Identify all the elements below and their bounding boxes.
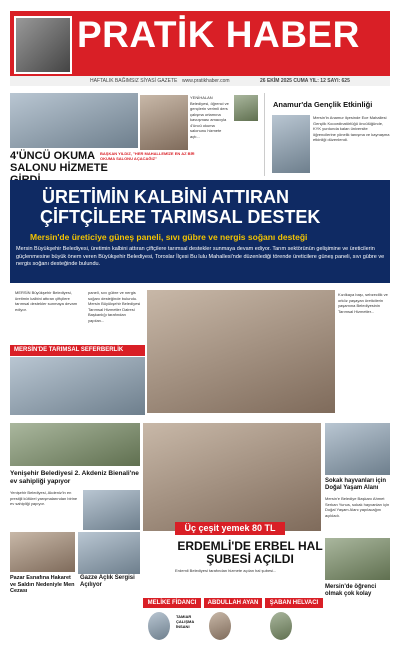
side-caption: MERSİN'DE TARIMSAL SEFERBERLİK [10,345,145,356]
main-headline-1: ÜRETİMİN KALBİNİ ATTIRAN [42,187,289,207]
anamur-text: Mersin'in Anamur ilçesinde Ece Mahallesi Gençlik Kooordinatörlüğü öncülüğünde, KYK yurdunda kalan üniversite öğrencilerine yönelik tanışma ve kaynaşma etkinliği düzenlendi. [313,115,390,142]
columnist-1: MELİKE FİDANCI [143,598,201,608]
tagline: HAFTALIK BAĞIMSIZ SİYASİ GAZETE [90,78,178,84]
main-photo-large [147,290,335,413]
bienal-text: Yenişehir Belediyesi, Akdeniz'in en prestijli kültürel yarışmalarından birine ev sahipliği yapıyor. [10,490,78,506]
bienal-headline: Yenişehir Belediyesi 2. Akdeniz Bienali'ne ev sahipliği yapıyor [10,470,139,485]
columnist-1-title: TAMIAR ÇALIŞMA İNSANI [176,614,195,629]
hayvan-photo [325,423,390,475]
columnist-2: ABDULLAH AYAN [204,598,262,608]
columnist-3-photo [270,612,292,640]
okuma-salonu-photo-2 [140,95,188,150]
columnist-3: ŞABAN HELVACI [265,598,323,608]
hayvan-text: Mersin'e Belediye Başkanı Ahmet Serkan Yunus, sokak hayvanları için Doğal Yaşam Alanı yapılacağını açıkladı. [325,496,390,518]
bienal-photo-2 [83,490,140,530]
okuma-salonu-text: YENİHALAN Belediyesi, öğrenci ve gençlerin verimli ders çalışma ortamına kavuşması amacıyla 4'üncü okuma salonunu hizmete açtı... [190,95,229,139]
gazze-photo [78,532,140,574]
hal-photo [143,423,321,531]
bienal-photo [10,423,140,466]
main-photo-small [10,357,145,415]
issue-info: 26 EKİM 2025 CUMA YIL: 12 SAYI: 625 [260,78,350,84]
okuma-salonu-caption: BAŞKAN YILDIZ, "HER MAHALLEMİZE EN AZ BİR OKUMA SALONU AÇACAĞIZ" [100,151,195,161]
hal-text: Erdemli Belediyesi tarafından hizmete açılan hal şubesi... [175,568,277,573]
main-right-col: Kızılkaya başı, sebzecilik ve orköz yaşayan üreticilerin yaşamına Belediyesinin Tarımsal Hizmetler... [338,292,388,314]
hal-headline: ERDEMLİ'DE ERBEL HAL ŞUBESİ AÇILDI [177,539,323,566]
yemek-banner: Üç çeşit yemek 80 TL [175,522,285,535]
anamur-headline: Anamur'da Gençlik Etkinliği [273,100,373,109]
okuma-salonu-headline: 4'ÜNCÜ OKUMA SALONU HİZMETE [10,150,108,174]
ogrenci-headline: Mersin'de öğrenci olmak çok kolay [325,584,377,597]
columnist-1-photo [148,612,170,640]
newspaper-title: PRATİK HABER [77,14,360,55]
gazze-headline: Gazze Açlık Sergisi Açılıyor [80,575,135,588]
info-bar [10,76,390,86]
ogrenci-photo [325,538,390,580]
main-col-1: MERSİN Büyükşehir Belediyesi, üretimin kalbini attıran çiftçilere tarımsal destekler sunmaya devam ediyor. [15,290,78,312]
main-lead: Mersin Büyükşehir Belediyesi, üretimin kalbini attıran çiftçilere tarımsal destekler sunmaya devam ediyor. Tarım sektörünün gelişimine ve üreticilerin güçlenmesine büyük önem veren Büyükşehir Belediyesi, Toroslar İlçesi Bu lulu Mahallesi'nde düzenlediği törende üreticilere güneş paneli, sıvı gübre ve nergis soğanı desteğinde bulundu. [16,246,385,267]
main-col-2: paneli, sıvı gübre ve nergis soğanı desteğinde bulundu. Mersin Büyükşehir Belediyesi Tarımsal Hizmetler Dairesi Başkanlığı tarafından yapılan... [88,290,141,323]
main-subhead: Mersin'de üreticiye güneş paneli, sıvı gübre ve nergis soğanı desteği [30,232,308,242]
columnist-2-photo [209,612,231,640]
mid-portrait [234,95,258,121]
pazar-photo [10,532,75,572]
anamur-photo [272,115,310,173]
hayvan-headline: Sokak hayvanları için Doğal Yaşam Alanı [325,478,387,491]
divider [264,93,265,176]
pazar-headline: Pazar Esnafına Hakaret ve Saldırı Nedeniyle Men Cezası [10,575,75,594]
main-headline-2: ÇİFTÇİLERE TARIMSAL DESTEK [40,207,321,227]
ataturk-portrait [14,16,72,74]
website: www.pratikhaber.com [182,78,230,84]
okuma-salonu-photo [10,93,138,148]
